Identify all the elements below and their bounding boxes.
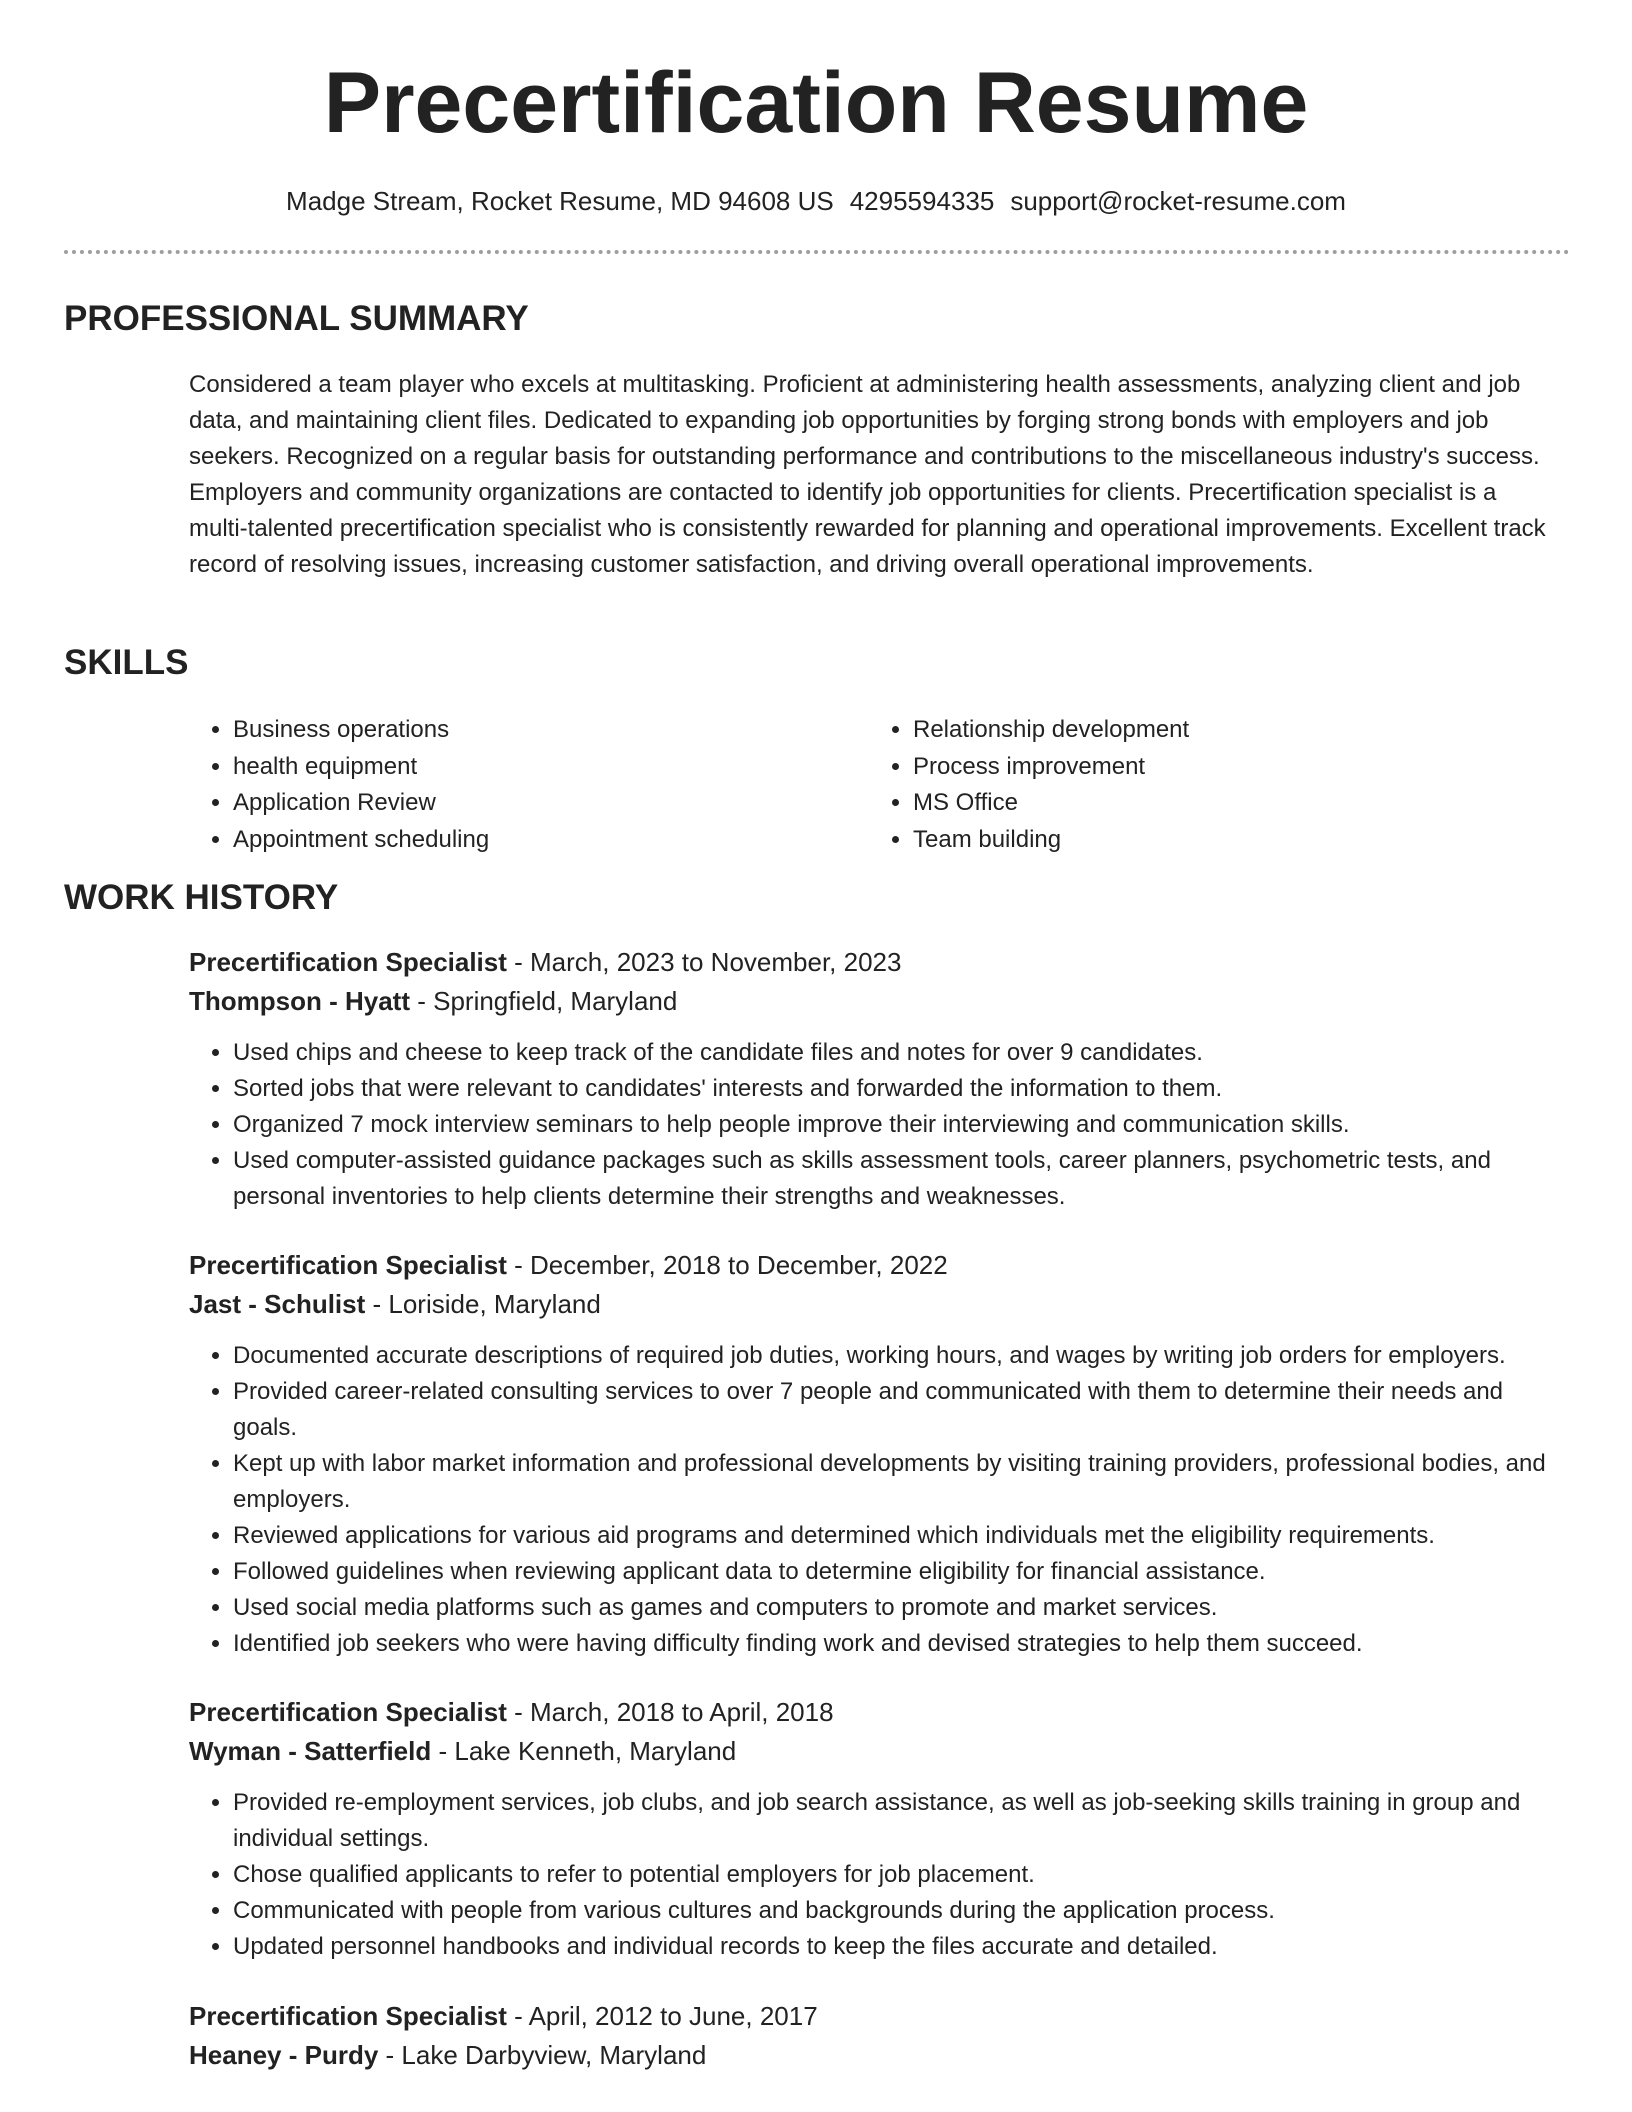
job-bullet: • Used chips and cheese to keep track of the candidate files and notes for over 9 candidates. [233,1035,1569,1071]
job-title-line [189,943,1569,982]
job-bullet: • Provided re-employment services, job clubs, and job search assistance, as well as job-seeking skills training in group and individual settings. [233,1785,1569,1857]
job-bullet: • Identified job seekers who were having difficulty finding work and devised strategies to help them succeed. [233,1626,1569,1662]
contact-line [0,183,1632,219]
job-bullet: • Documented accurate descriptions of required job duties, working hours, and wages by writing job orders for employers. [233,1338,1569,1374]
job-bullet: • Sorted jobs that were relevant to candidates' interests and forwarded the information to them. [233,1071,1569,1107]
skill-item: • MS Office [913,785,1553,822]
skills-column-1 [189,712,853,858]
job-location: - Lake Kenneth, Maryland [431,1736,737,1766]
job-bullet: • Used social media platforms such as games and computers to promote and market services. [233,1590,1569,1626]
job-bullet: • Reviewed applications for various aid programs and determined which individuals met the eligibility requirements. [233,1518,1569,1554]
job-bullets [189,1338,1569,1662]
job-entry [189,1997,1569,2075]
job-dates: - March, 2023 to November, 2023 [506,947,902,977]
job-bullet: • Used computer-assisted guidance packages such as skills assessment tools, career planners, psychometric tests, and personal inventories to help clients determine their strengths and weaknesses. [233,1143,1569,1215]
job-entry [189,943,1569,1215]
job-bullets [189,1035,1569,1215]
job-entry [189,1246,1569,1662]
skill-item: • Application Review [233,785,853,822]
skill-item: • Team building [913,822,1553,859]
job-dates: - March, 2018 to April, 2018 [506,1697,834,1727]
contact-phone: 4295594335 [849,186,995,216]
skill-item: • health equipment [233,749,853,786]
job-company: Jast - Schulist [189,1289,366,1319]
job-bullet: • Provided career-related consulting services to over 7 people and communicated with them to determine their needs and goals. [233,1374,1569,1446]
contact-address: Madge Stream, Rocket Resume, MD 94608 US [286,186,834,216]
job-company-line [189,982,1569,1021]
job-location: - Springfield, Maryland [410,986,678,1016]
job-title-line [189,1246,1569,1285]
skill-item: • Appointment scheduling [233,822,853,859]
job-bullet: • Updated personnel handbooks and individual records to keep the files accurate and detailed. [233,1929,1569,1965]
job-dates: - April, 2012 to June, 2017 [506,2001,818,2031]
job-company: Wyman - Satterfield [189,1736,432,1766]
job-company-line [189,1285,1569,1324]
job-company-line [189,1732,1569,1771]
summary-text: Considered a team player who excels at multitasking. Proficient at administering health assessments, analyzing client and job data, and maintaining client files. Dedicated to expanding job opportunities by forging strong bonds with employers and job seekers. Recognized on a regular basis for outstanding performance and contributions to the miscellaneous industry's success. Employers and community organizations are contacted to identify job opportunities for clients. Precertification specialist is a multi-talented precertification specialist who is consistently rewarded for planning and operational improvements. Excellent track record of resolving issues, increasing customer satisfaction, and driving overall operational improvements. [189,371,1546,578]
job-dates: - December, 2018 to December, 2022 [506,1250,948,1280]
job-title: Precertification Specialist [189,1250,507,1280]
skill-item: • Relationship development [913,712,1553,749]
job-title: Precertification Specialist [189,947,507,977]
job-entry [189,1693,1569,1965]
job-title-line [189,1997,1569,2036]
job-location: - Loriside, Maryland [365,1289,601,1319]
skills-heading: SKILLS [64,643,189,682]
resume-title: Precertification Resume [323,55,1309,151]
job-title: Precertification Specialist [189,1697,507,1727]
job-bullet: • Communicated with people from various cultures and backgrounds during the application process. [233,1893,1569,1929]
summary-heading: PROFESSIONAL SUMMARY [64,299,529,338]
job-bullet: • Chose qualified applicants to refer to potential employers for job placement. [233,1857,1569,1893]
job-location: - Lake Darbyview, Maryland [378,2040,707,2070]
contact-email: support@rocket-resume.com [1010,186,1346,216]
job-bullet: • Organized 7 mock interview seminars to help people improve their interviewing and communication skills. [233,1107,1569,1143]
skill-item: • Business operations [233,712,853,749]
job-company: Thompson - Hyatt [189,986,410,1016]
job-bullets [189,1785,1569,1965]
header-divider [64,250,1570,254]
job-title: Precertification Specialist [189,2001,507,2031]
skills-column-2 [869,712,1553,858]
job-bullet: • Kept up with labor market information and professional developments by visiting training providers, professional bodies, and employers. [233,1446,1569,1518]
job-company: Heaney - Purdy [189,2040,379,2070]
job-company-line [189,2036,1569,2075]
job-title-line [189,1693,1569,1732]
job-bullet: • Followed guidelines when reviewing applicant data to determine eligibility for financial assistance. [233,1554,1569,1590]
work-history-heading: WORK HISTORY [64,878,339,917]
skill-item: • Process improvement [913,749,1553,786]
